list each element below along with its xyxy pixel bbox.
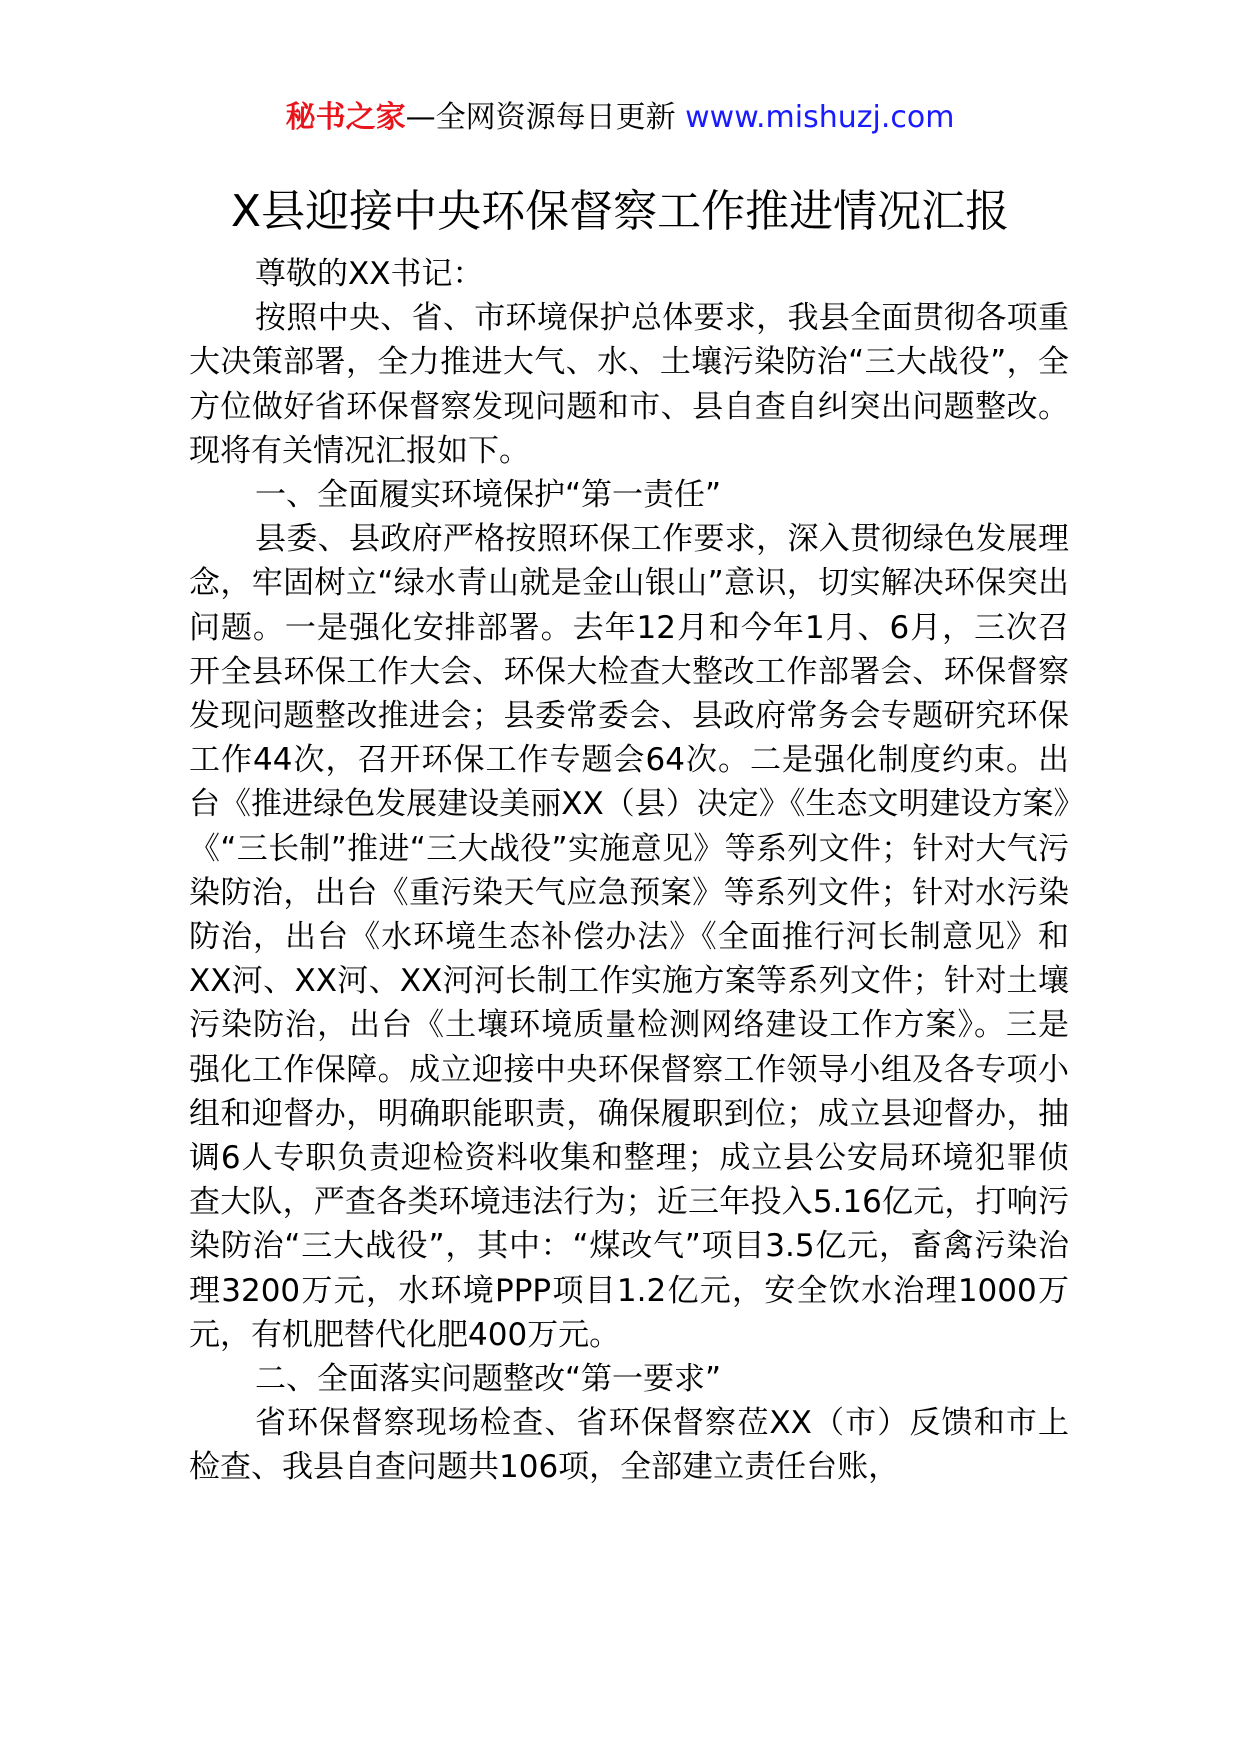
document-title: X县迎接中央环保督察工作推进情况汇报 — [230, 186, 1010, 237]
site-header — [0, 98, 1240, 138]
section-heading-1: 一、全面履实环境保护“第一责任” — [255, 477, 722, 514]
intro-paragraph: 按照中央、省、市环境保护总体要求，我县全面贯彻各项重大决策部署，全力推进大气、水、土壤污染防治“三大战役”，全方位做好省环保督察发现问题和市、县自查自纠突出问题整改。现将有关情况汇报如下。 — [189, 300, 1069, 469]
document-body — [189, 252, 1069, 1490]
brand-name: 秘书之家 — [285, 100, 406, 135]
section-2-paragraph: 省环保督察现场检查、省环保督察莅XX（市）反馈和市上检查、我县自查问题共106项，全部建立责任台账， — [189, 1405, 1069, 1486]
header-tagline: —全网资源每日更新 — [405, 100, 676, 135]
section-heading-2: 二、全面落实问题整改“第一要求” — [255, 1361, 722, 1398]
salutation: 尊敬的XX书记： — [255, 256, 484, 292]
site-url-link[interactable]: www.mishuzj.com — [685, 100, 955, 135]
section-1-paragraph: 县委、县政府严格按照环保工作要求，深入贯彻绿色发展理念，牢固树立“绿水青山就是金山银山”意识，切实解决环保突出问题。一是强化安排部署。去年12月和今年1月、6月，三次召开全县环保工作大会、环保大检查大整改工作部署会、环保督察发现问题整改推进会；县委常委会、县政府常务会专题研究环保工作44次，召开环保工作专题会64次。二是强化制度约束。出台《推进绿色发展建设美丽XX（县）决定》《生态文明建设方案》《“三长制”推进“三大战役”实施意见》等系列文件；针对大气污染防治，出台《重污染天气应急预案》等系列文件；针对水污染防治，出台《水环境生态补偿办法》《全面推行河长制意见》和XX河、XX河、XX河河长制工作实施方案等系列文件；针对土壤污染防治，出台《土壤环境质量检测网络建设工作方案》。三是强化工作保障。成立迎接中央环保督察工作领导小组及各专项小组和迎督办，明确职能职责，确保履职到位；成立县迎督办，抽调6人专职负责迎检资料收集和整理；成立县公安局环境犯罪侦查大队，严查各类环境违法行为；近三年投入5.16亿元，打响污染防治“三大战役”，其中：“煤改气”项目3.5亿元，畜禽污染治理3200万元，水环境PPP项目1.2亿元，安全饮水治理1000万元，有机肥替代化肥400万元。 — [189, 521, 1069, 1353]
